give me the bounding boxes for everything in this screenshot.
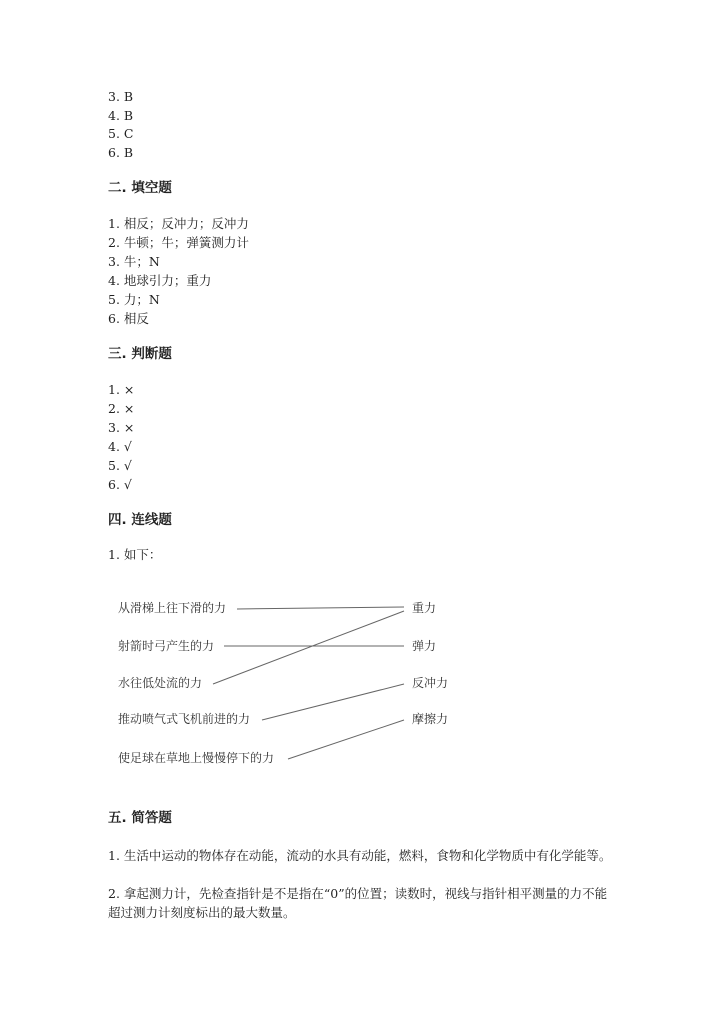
answer-line: 6. √: [108, 477, 132, 492]
answer-line: 3. B: [108, 89, 134, 104]
answer-paragraph: 1. 生活中运动的物体存在动能，流动的水具有动能，燃料，食物和化学物质中有化学能等。: [108, 848, 612, 863]
answer-line: 5. C: [108, 126, 134, 141]
answer-line: 3. 牛；N: [108, 254, 160, 269]
match-left-item: 射箭时弓产生的力: [118, 639, 215, 653]
section-heading: 三. 判断题: [108, 346, 172, 362]
match-right-item: 重力: [412, 601, 437, 615]
answer-line: 1. ×: [108, 382, 135, 397]
match-line: [237, 607, 404, 609]
match-right-item: 弹力: [412, 639, 437, 653]
answer-line: 3. ×: [108, 420, 135, 435]
answer-line: 1. 相反；反冲力；反冲力: [108, 216, 249, 231]
match-left-item: 从滑梯上往下滑的力: [118, 601, 227, 615]
answer-line: 6. 相反: [108, 311, 149, 326]
answer-line: 2. ×: [108, 401, 135, 416]
match-line: [213, 611, 404, 684]
answer-line: 6. B: [108, 145, 134, 160]
match-line: [262, 684, 404, 720]
answer-line: 5. 力；N: [108, 292, 160, 307]
answer-line: 5. √: [108, 458, 132, 473]
answer-line: 4. √: [108, 439, 132, 454]
section-heading: 四. 连线题: [108, 512, 172, 528]
answer-paragraph: 2. 拿起测力计，先检查指针是不是指在“0”的位置；读数时，视线与指针相平测量的力不能超过测力计刻度标出的最大数量。: [108, 886, 608, 920]
match-right-item: 摩擦力: [412, 712, 449, 726]
answer-line: 4. B: [108, 108, 134, 123]
section-heading: 二. 填空题: [108, 180, 172, 196]
match-right-item: 反冲力: [412, 676, 449, 690]
section-heading: 五. 简答题: [108, 810, 172, 826]
match-left-item: 推动喷气式飞机前进的力: [118, 712, 251, 726]
match-left-item: 水往低处流的力: [118, 676, 203, 690]
match-left-item: 使足球在草地上慢慢停下的力: [118, 751, 275, 765]
answer-line: 4. 地球引力；重力: [108, 273, 212, 288]
match-line: [288, 720, 404, 759]
answer-line: 1. 如下：: [108, 547, 162, 562]
answer-line: 2. 牛顿；牛；弹簧测力计: [108, 235, 249, 250]
